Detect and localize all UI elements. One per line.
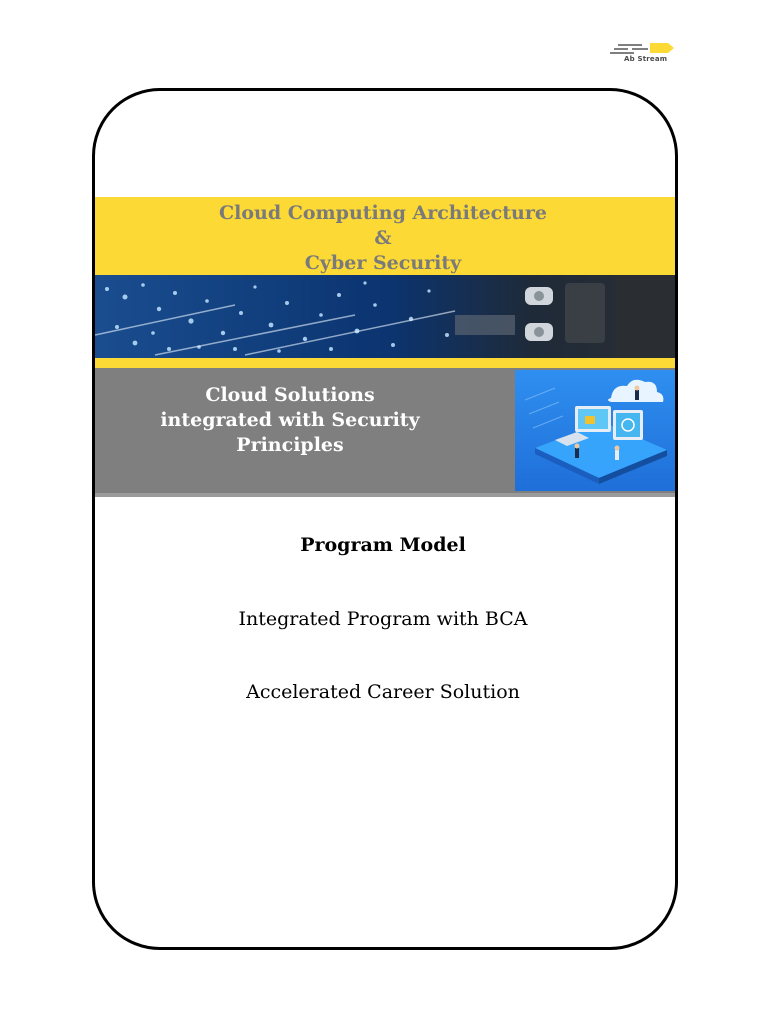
cover-frame	[92, 88, 678, 950]
solution-text-line-3: Principles	[236, 434, 344, 456]
banner-title-line-3: Cyber Security	[304, 252, 462, 274]
panel-bottom-edge	[95, 493, 675, 497]
logo-text: Ab Stream	[624, 55, 668, 63]
solution-text-line-2: integrated with Security	[160, 409, 420, 431]
banner-title-line-2: &	[374, 227, 392, 249]
program-model-heading: Program Model	[300, 534, 466, 556]
solution-text-line-1: Cloud Solutions	[205, 384, 375, 406]
program-item-1: Integrated Program with BCA	[238, 608, 528, 630]
banner-title-line-1: Cloud Computing Architecture	[219, 202, 547, 224]
banner-title	[95, 201, 671, 276]
solution-text	[95, 383, 485, 458]
yellow-divider	[95, 358, 675, 368]
circuit-board-image	[95, 275, 675, 358]
cloud-computing-illustration	[515, 370, 678, 491]
program-item-2: Accelerated Career Solution	[246, 681, 520, 703]
